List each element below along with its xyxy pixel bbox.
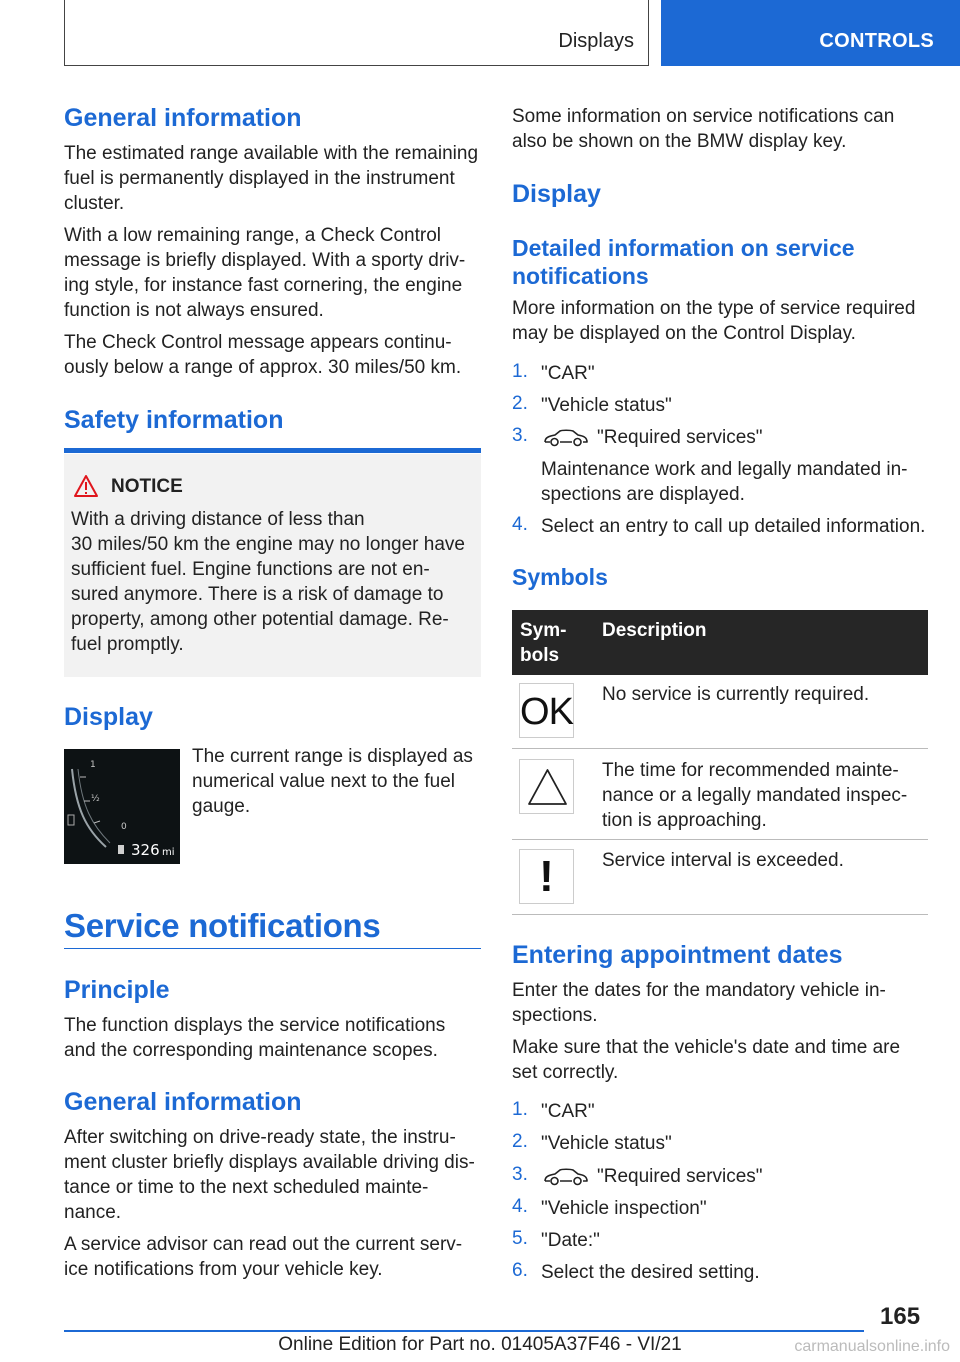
table-row-divider: [512, 748, 928, 749]
step-number: 2.: [512, 1131, 528, 1152]
fuel-gauge-image: [64, 749, 180, 864]
text-line: 30 miles/50 km the engine may no longer have: [71, 534, 465, 555]
step-number: 1.: [512, 361, 528, 382]
principle-text: [64, 1013, 445, 1063]
principle-heading: Principle: [64, 976, 170, 1004]
text-line: The estimated range available with the remaining: [64, 143, 479, 164]
table-header-symbols: [520, 618, 566, 668]
text-line: and the corresponding maintenance scopes.: [64, 1040, 438, 1061]
text-line: spections.: [512, 1005, 598, 1026]
detail-heading: [512, 234, 855, 290]
text-line: sured anymore. There is a risk of damage to: [71, 584, 444, 605]
text-line: also be shown on the BMW display key.: [512, 131, 847, 152]
step-number: 6.: [512, 1260, 528, 1281]
header-chapter-tab: [661, 0, 960, 66]
text-line: cluster.: [64, 193, 125, 214]
footer-rule: [64, 1330, 864, 1332]
text-line: function is not always ensured.: [64, 300, 324, 321]
notice-text: [71, 507, 465, 657]
table-row-divider: [512, 839, 928, 840]
text-line: tion is approaching.: [602, 810, 767, 831]
car-icon: [542, 1166, 590, 1188]
header-section-title: Displays: [558, 30, 634, 52]
header-section-box: [64, 0, 649, 66]
step-detail: spections are displayed.: [541, 484, 745, 505]
ok-symbol: [519, 683, 574, 738]
text-line: bols: [520, 645, 560, 666]
step-text: "Vehicle status": [541, 1133, 672, 1154]
text-line: The Check Control message appears continu-: [64, 332, 452, 353]
text-line: property, among other potential damage. Re-: [71, 609, 449, 630]
text-line: Make sure that the vehicle's date and time are: [512, 1037, 901, 1058]
text-line: Detailed information on service: [512, 235, 855, 261]
step-text: "Date:": [541, 1230, 600, 1251]
page-number: 165: [880, 1303, 921, 1330]
intro-text: [512, 104, 894, 154]
text-line: ment cluster briefly displays available driving dis-: [64, 1152, 475, 1173]
service-notifications-heading: Service notifications: [64, 907, 381, 944]
step-text: "Vehicle inspection": [541, 1198, 707, 1219]
header-chapter-title: CONTROLS: [819, 30, 934, 52]
step-number: 3.: [512, 1164, 528, 1185]
general-information-heading: General information: [64, 104, 302, 132]
appointment-p2: [512, 1035, 900, 1085]
display-heading: Display: [64, 703, 153, 731]
table-row-3-desc: [602, 848, 844, 873]
text-line: The function displays the service notifications: [64, 1015, 446, 1036]
text-line: fuel is permanently displayed in the instrument: [64, 168, 455, 189]
text-line: ice notifications from your vehicle key.: [64, 1259, 383, 1280]
step-text: Select the desired setting.: [541, 1262, 760, 1283]
gauge-mark-empty: 0: [121, 822, 127, 832]
general-information-2-heading: General information: [64, 1088, 302, 1116]
text-line: set correctly.: [512, 1062, 619, 1083]
ok-symbol-text: OK: [520, 691, 573, 733]
text-line: numerical value next to the fuel: [192, 771, 455, 792]
text-line: With a driving distance of less than: [71, 509, 365, 530]
gauge-mark-half: ½: [91, 794, 100, 804]
text-line: The current range is displayed as: [192, 746, 473, 767]
text-line: ously below a range of approx. 30 miles/50 km.: [64, 357, 462, 378]
step-number: 4.: [512, 1196, 528, 1217]
general-information-2-p1: [64, 1125, 475, 1225]
step-text: Select an entry to call up detailed information.: [541, 516, 926, 537]
table-row-1-desc: [602, 682, 869, 707]
general-information-p2: [64, 223, 465, 323]
symbols-heading: Symbols: [512, 564, 608, 590]
display-heading-right: Display: [512, 180, 601, 208]
text-line: nance.: [64, 1202, 122, 1223]
step-number: 3.: [512, 425, 528, 446]
gauge-range-value: 326: [131, 841, 160, 859]
step-text: "Vehicle status": [541, 395, 672, 416]
text-line: A service advisor can read out the current serv-: [64, 1234, 463, 1255]
text-line: No service is currently required.: [602, 684, 870, 705]
step-number: 2.: [512, 393, 528, 414]
general-information-p3: [64, 330, 461, 380]
text-line: sufficient fuel. Engine functions are not en-: [71, 559, 430, 580]
display-text: [192, 744, 473, 819]
text-line: ing style, for instance fast cornering, the engine: [64, 275, 463, 296]
step-number: 5.: [512, 1228, 528, 1249]
table-row-2-desc: [602, 758, 907, 833]
safety-information-heading: Safety information: [64, 406, 284, 434]
general-information-p1: [64, 141, 478, 216]
table-header-description: Description: [602, 620, 707, 641]
text-line: Some information on service notifications can: [512, 106, 895, 127]
text-line: message is briefly displayed. With a sporty driv-: [64, 250, 466, 271]
text-line: Service interval is exceeded.: [602, 850, 844, 871]
step-text: "Required services": [597, 1166, 763, 1187]
exclamation-symbol: [519, 849, 574, 904]
text-line: Enter the dates for the mandatory vehicle in-: [512, 980, 886, 1001]
step-text: "Required services": [597, 427, 763, 448]
text-line: fuel promptly.: [71, 634, 184, 655]
text-line: gauge.: [192, 796, 251, 817]
appointment-heading: Entering appointment dates: [512, 941, 843, 969]
step-number: 4.: [512, 514, 528, 535]
step-text: "CAR": [541, 363, 595, 384]
triangle-icon: [520, 760, 575, 815]
text-line: nance or a legally mandated inspec-: [602, 785, 908, 806]
notice-label: NOTICE: [111, 476, 183, 497]
footer-edition: Online Edition for Part no. 01405A37F46 - VI/21: [278, 1334, 682, 1355]
text-line: With a low remaining range, a Check Control: [64, 225, 442, 246]
text-line: tance or time to the next scheduled mainte-: [64, 1177, 429, 1198]
car-icon: [542, 427, 590, 449]
text-line: The time for recommended mainte-: [602, 760, 899, 781]
step-detail: Maintenance work and legally mandated in-: [541, 459, 908, 480]
detail-text: [512, 296, 915, 346]
exclamation-icon: !: [539, 852, 554, 901]
step-text: "CAR": [541, 1101, 595, 1122]
general-information-2-p2: [64, 1232, 462, 1282]
gauge-mark-full: 1: [90, 760, 96, 770]
table-header: [512, 610, 928, 675]
step-number: 1.: [512, 1099, 528, 1120]
table-row-divider: [512, 914, 928, 915]
section-rule: [64, 448, 481, 453]
text-line: More information on the type of service required: [512, 298, 916, 319]
appointment-p1: [512, 978, 886, 1028]
gauge-range-unit: mi: [162, 847, 175, 858]
text-line: Sym-: [520, 620, 567, 641]
text-line: After switching on drive-ready state, the instru-: [64, 1127, 456, 1148]
text-line: may be displayed on the Control Display.: [512, 323, 856, 344]
text-line: notifications: [512, 263, 649, 289]
section-rule: [64, 948, 481, 949]
watermark-text: carmanualsonline.info: [794, 1338, 950, 1355]
triangle-symbol: [519, 759, 574, 814]
warning-triangle-icon: [73, 474, 99, 498]
